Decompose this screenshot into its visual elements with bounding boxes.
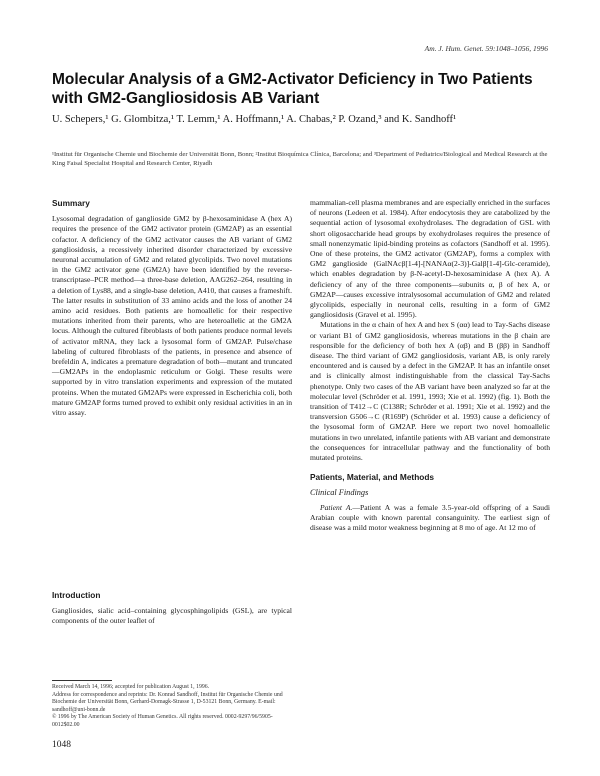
affiliations: ¹Institut für Organische Chemie und Biochemie der Universität Bonn, Bonn; ²Institut Bioquímica Clínica, Barcelona; and ³Department of Pediatrics/Biological and Medical Research at the King Faisal Specialist Hospital and Research Center, Riyadh (52, 151, 548, 167)
article-title: Molecular Analysis of a GM2-Activator Deficiency in Two Patients with GM2-Gangliosidosis AB Variant (52, 71, 533, 107)
journal-reference: Am. J. Hum. Genet. 59:1048–1056, 1996 (424, 44, 548, 53)
clinical-findings-heading: Clinical Findings (310, 488, 369, 498)
footnote-address: Address for correspondence and reprints: Dr. Konrad Sandhoff, Institut für Organische Chemie und Biochemie der Universität Bonn, Gerhard-Domagk-Strasse 1, D-53121 Bonn, Germany. E-mail: sandhoff@uni-bonn.de (52, 691, 283, 713)
methods-heading: Patients, Material, and Methods (310, 472, 435, 483)
summary-section (52, 198, 292, 418)
intro-paragraph-2: Mutations in the α chain of hex A and hex S (αα) lead to Tay-Sachs disease or variant B1 of GM2 gangliosidosis, whereas mutations in the β chain are responsible for the deficiency of both hex A (αβ) and B (ββ) in Sandhoff disease. The third variant of GM2 gangliosidosis, variant AB, is only rarely encountered and is caused by a defect in the GM2AP. It has an infantile onset and is clinically almost indistinguishable from the classical Tay-Sachs phenotype. Only two cases of the AB variant have been analyzed so far at the molecular level (Schröder et al. 1991, 1993; Xie et al. 1992) (fig. 1). Both the transition of T412→C (C138R; Schröder et al. 1991; Xie et al. 1992) and the transversion G506→C (R169P) (Schröder et al. 1993) cause a deficiency of the lysosomal form of GM2AP. Here we report two novel homoallelic mutations in two unrelated, infantile patients with AB variant and demonstrate the consequences for intracellular pathway and the functionality of both mutated proteins. (310, 320, 550, 463)
intro-paragraph-1: mammalian-cell plasma membranes and are especially enriched in the surfaces of neurons (Ledeen et al. 1984). After endocytosis they are catabolized by the sequential action of lysosomal exohydrolases. The degradation of GSL with short oligosaccharide head groups by exohydrolases requires the presence of small nonenzymatic lipid-binding proteins as cofactors (Sandhoff et al. 1995). One of these proteins, the GM2 activator (GM2AP), forms a complex with GM2 ganglioside (GalNAcβ[1-4]-[NANAα(2-3)]-Galβ[1-4]-Glc-ceramide), which enables degradation by β-N-acetyl-D-hexosaminidase A (hex A). A deficiency of any of the three components—subunits α, β of hex A, or GM2AP—causes excessive intralysosomal accumulation of GM2 and related glycolipids, especially in neuronal cells, resulting in a form of GM2 gangliosidosis (Gravel et al. 1995). (310, 198, 550, 320)
summary-heading: Summary (52, 198, 90, 208)
introduction-heading: Introduction (52, 590, 101, 600)
right-column (310, 198, 550, 533)
page-number: 1048 (52, 740, 71, 750)
summary-text: Lysosomal degradation of ganglioside GM2 by β-hexosaminidase A (hex A) requires the presence of the GM2 activator protein (GM2AP) as an essential cofactor. A deficiency of the GM2 activator causes the AB variant of GM2 gangliosidosis, a recessively inherited disorder characterized by excessive neuronal accumulation of GM2 and related glycolipids. Two novel mutations in the GM2 activator gene (GM2A) have been identified by the reverse-transcriptase–PCR method—a three-base deletion, AAG262–264, resulting in a deletion of Lys88, and a single-base deletion, A410, that causes a frameshift. The latter results in substitution of 33 amino acids and the loss of another 24 amino acid residues. Both patients are homoallelic for their respective mutations inherited from their parents, who are heteroallelic at the GM2A locus. Although the cultured fibroblasts of both patients produce normal levels of activator mRNA, they lack a lysosomal form of GM2AP. Pulse/chase labeling of cultured fibroblasts of the patients, in presence and absence of brefeldin A, indicates a premature degradation of both—mutant and truncated—GM2APs in the endoplasmic reticulum or Golgi. These results were supported by in vitro translation experiments and expression of the mutated proteins. When the mutated GM2APs were expressed in Escherichia coli, both mature GM2AP forms turned proved to exhibit only residual activities in an in vitro assay. (52, 214, 292, 418)
footnote-rule (52, 680, 112, 681)
patient-a-label: Patient A. (320, 502, 353, 512)
patient-a-paragraph (310, 503, 550, 534)
footnote-received: Received March 14, 1996; accepted for publication August 1, 1996. (52, 684, 210, 690)
author-list: U. Schepers,¹ G. Glombitza,¹ T. Lemm,¹ A. Hoffmann,¹ A. Chabas,² P. Ozand,³ and K. Sandhoff¹ (52, 114, 457, 125)
introduction-text: Gangliosides, sialic acid–containing glycosphingolipids (GSL), are typical components of the outer leaflet of (52, 606, 292, 626)
patient-a-text: —Patient A was a female 3.5-year-old offspring of a Saudi Arabian couple with known parental consanguinity. The earliest sign of disease was a mild motor weakness beginning at 8 mo of age. At 12 mo of (310, 502, 550, 533)
introduction-section (52, 590, 292, 627)
footnote-copyright: © 1996 by The American Society of Human Genetics. All rights reserved. 0002-9297/96/5905-0012$02.00 (52, 714, 273, 728)
footnote (52, 684, 292, 730)
